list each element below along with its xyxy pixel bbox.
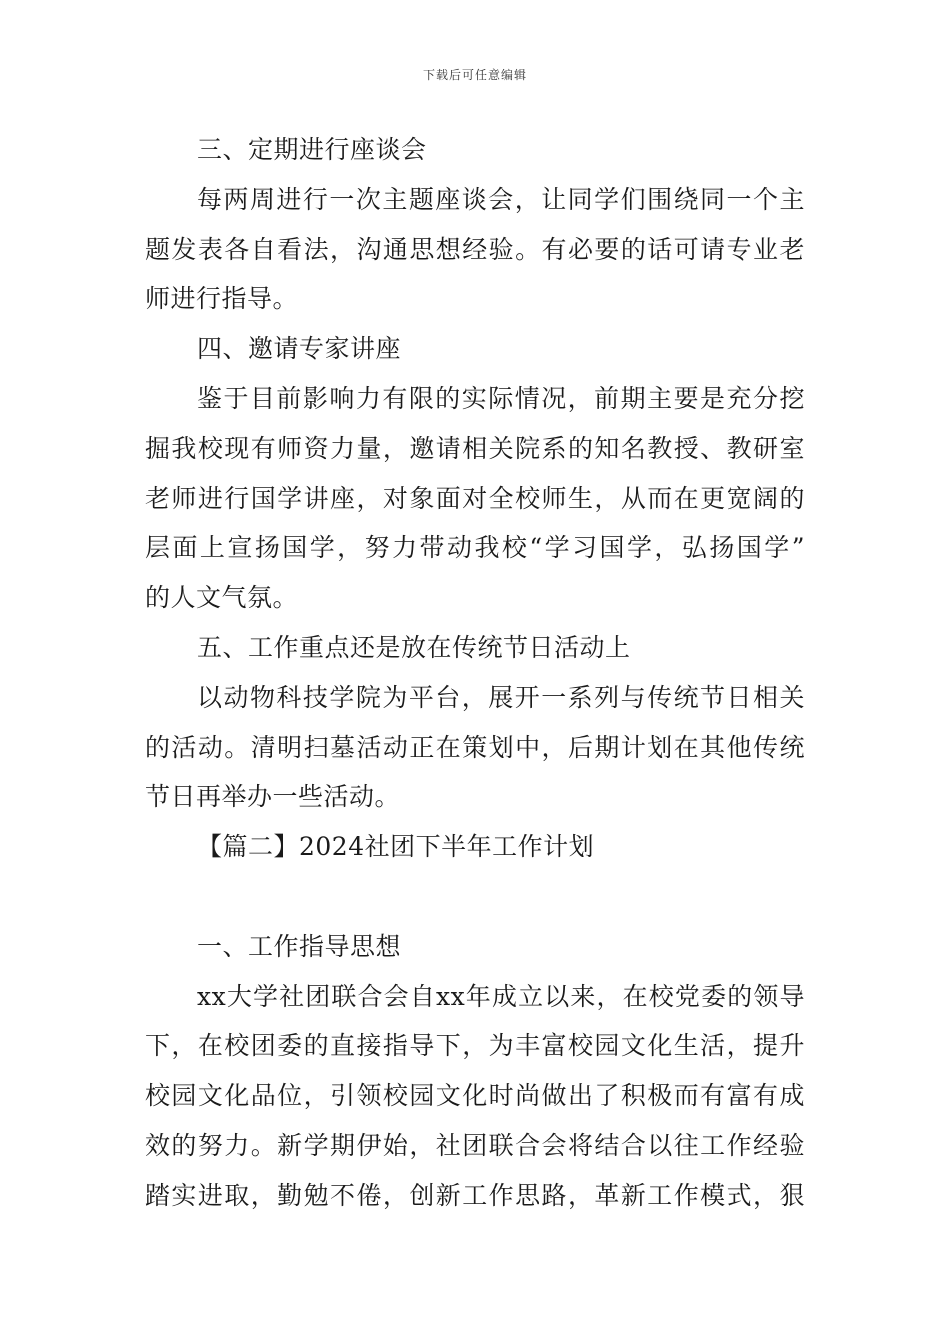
text-line: 题发表各自看法，沟通思想经验。有必要的话可请专业老 <box>145 234 805 264</box>
blank-line <box>145 872 805 922</box>
text-line: 每两周进行一次主题座谈会，让同学们围绕同一个主 <box>197 184 805 214</box>
text-line: 【篇二】2024社团下半年工作计划 <box>197 832 595 862</box>
text-line: 效的努力。新学期伊始，社团联合会将结合以往工作经验 <box>145 1130 805 1160</box>
text-line: 下，在校团委的直接指导下，为丰富校园文化生活，提升 <box>145 1031 805 1061</box>
text-line: 掘我校现有师资力量，邀请相关院系的知名教授、教研室 <box>145 433 805 463</box>
text-line: 三、定期进行座谈会 <box>197 135 427 164</box>
page-header-note: 下载后可任意编辑 <box>422 68 527 82</box>
document-body <box>145 125 805 1221</box>
text-line: 一、工作指导思想 <box>197 931 402 961</box>
text-line: 四、邀请专家讲座 <box>197 334 402 364</box>
text-line: 五、工作重点还是放在传统节日活动上 <box>197 632 631 662</box>
text-line: 鉴于目前影响力有限的实际情况，前期主要是充分挖 <box>197 383 805 413</box>
text-line: 老师进行国学讲座，对象面对全校师生，从而在更宽阔的 <box>145 483 805 513</box>
text-line: 的人文气氛。 <box>145 583 299 613</box>
text-line: 师进行指导。 <box>145 284 299 314</box>
text-line: 节日再举办一些活动。 <box>145 782 401 812</box>
text-line: 校园文化品位，引领校园文化时尚做出了积极而有富有成 <box>145 1081 805 1111</box>
text-line: 的活动。清明扫墓活动正在策划中，后期计划在其他传统 <box>145 732 805 762</box>
text-line: 层面上宣扬国学，努力带动我校“学习国学，弘扬国学” <box>145 533 805 563</box>
text-line: 踏实进取，勤勉不倦，创新工作思路，革新工作模式，狠 <box>145 1180 805 1210</box>
text-line: 以动物科技学院为平台，展开一系列与传统节日相关 <box>197 682 805 712</box>
text-line: xx大学社团联合会自xx年成立以来，在校党委的领导 <box>197 981 805 1011</box>
